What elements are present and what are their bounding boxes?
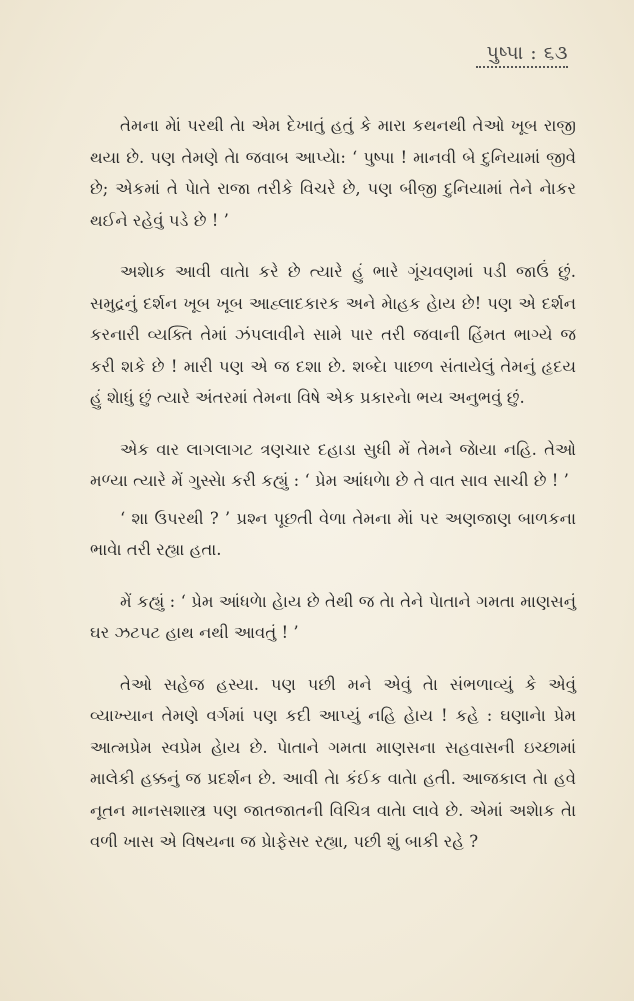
header-dotted-rule: [476, 66, 568, 68]
paragraph: તેમના મેાં પરથી તેા એમ દેખાતું હતું કે મારા કથનથી તેઓ ખૂબ રાજી થયા છે. પણ તેમણે તેા જવાબ આપ્યેા: ‘ પુષ્પા ! માનવી બે દુનિયામાં જીવે છે; એકમાં તે પેાતે રાજા તરીકે વિચરે છે, પણ બીજી દુનિયામાં તેને નેાકર થઈને રહેવું પડે છે ! ’: [90, 116, 576, 230]
paragraph: એક વાર લાગલાગટ ત્રણચાર દહાડા સુધી મેં તેમને જેાયા નહિ. તેઓ મળ્યા ત્યારે મેં ગુસ્સેા કરી કહ્યું : ‘ પ્રેમ આંધળેા છે તે વાત સાવ સાચી છે ! ’: [90, 439, 576, 490]
paragraph: મેં કહ્યું : ‘ પ્રેમ આંધળેા હેાય છે તેથી જ તેા તેને પેાતાને ગમતા માણસનું ઘર ઝટપટ હાથ નથી આવતું ! ’: [90, 591, 576, 642]
page-header: [476, 42, 568, 68]
paragraph: તેઓ સહેજ હસ્યા. પણ પછી મને એવું તેા સંભળાવ્યું કે એવું વ્યાખ્યાન તેમણે વર્ગમાં પણ કદી આપ્યું નહિ હેાય ! કહે : ઘણાનેા પ્રેમ આત્મપ્રેમ સ્વપ્રેમ હેાય છે. પેાતાને ગમતા માણસના સહવાસની ઇચ્છામાં માલેકી હક્કનું જ પ્રદર્શન છે. આવી તેા કંઈક વાતેા હતી. આજકાલ તેા હવે નૂતન માનસશાસ્ત્ર પણ જાતજાતની વિચિત્ર વાતેા લાવે છે. એમાં અશેાક તેા વળી ખાસ એ વિષયના જ પ્રેાફેસર રહ્યા, પછી શું બાકી રહે ?: [90, 674, 576, 851]
paragraph: ‘ શા ઉપરથી ? ’ પ્રશ્ન પૂછતી વેળા તેમના મેાં પર અણજાણ બાળકના ભાવેા તરી રહ્યા હતા.: [90, 508, 576, 559]
page-header-title: પુષ્પા : ૬૩: [486, 42, 568, 64]
paragraph: અશેાક આવી વાતેા કરે છે ત્યારે હું ભારે ગૂંચવણમાં પડી જાઉં છું. સમુદ્રનું દર્શન ખૂબ ખૂબ આહ્લાદકારક અને મેાહક હેાય છે! પણ એ દર્શન કરનારી વ્યક્તિ તેમાં ઝંપલાવીને સામે પાર તરી જવાની હિંમત ભાગ્યે જ કરી શકે છે ! મારી પણ એ જ દશા છે. શબ્દેા પાછળ સંતાયેલું તેમનું હૃદય હું શેાધું છું ત્યારે અંતરમાં તેમના વિષે એક પ્રકારનેા ભય અનુભવું છું.: [90, 262, 576, 407]
body-text: [90, 110, 576, 878]
